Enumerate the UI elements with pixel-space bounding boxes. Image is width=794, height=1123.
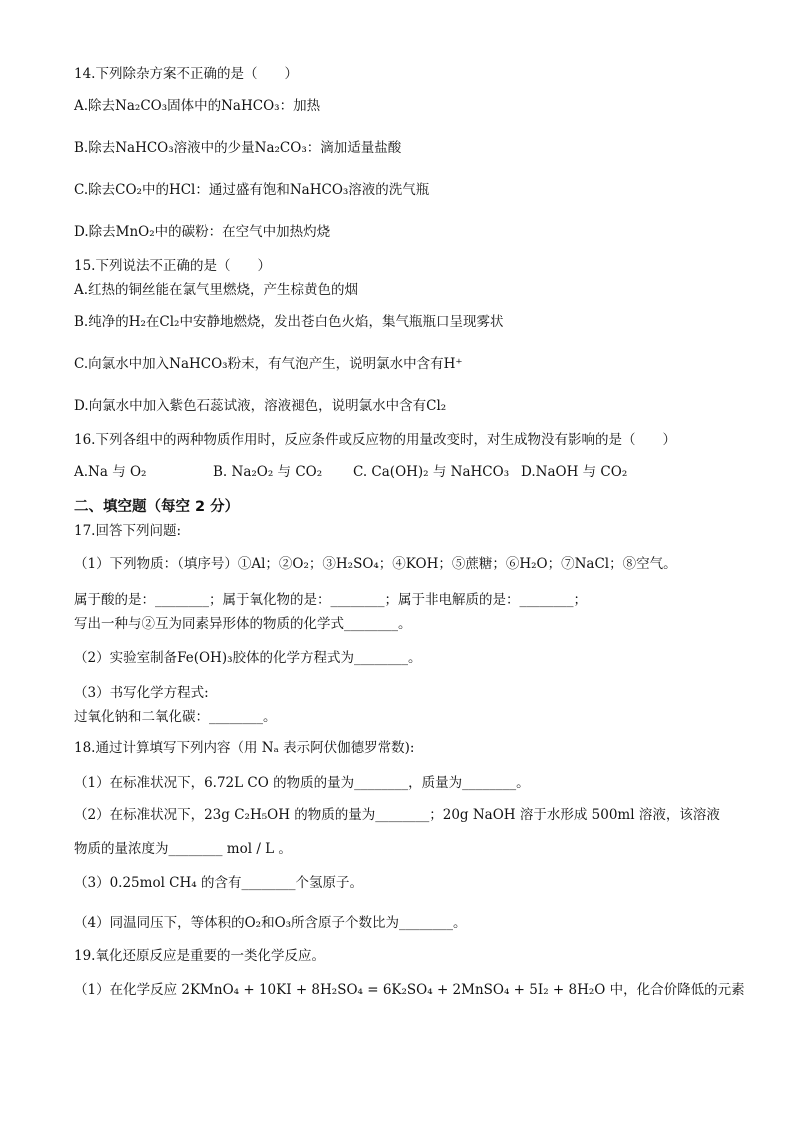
q14-option-c: C.除去CO₂中的HCl：通过盛有饱和NaHCO₃溶液的洗气瓶: [74, 182, 430, 198]
q17-part3-blank: 过氧化钠和二氧化碳：________。: [74, 709, 277, 725]
q17-part1-blanks: 属于酸的是：________；属于氧化物的是：________；属于非电解质的是：________；: [74, 592, 587, 608]
q15-option-b: B.纯净的H₂在Cl₂中安静地燃烧，发出苍白色火焰，集气瓶瓶口呈现雾状: [74, 314, 504, 330]
q16-option-c: C. Ca(OH)₂ 与 NaHCO₃: [353, 464, 510, 480]
q19-stem: 19.氧化还原反应是重要的一类化学反应。: [74, 948, 325, 964]
q18-part3: （3）0.25mol CH₄ 的含有________个氢原子。: [74, 875, 363, 891]
q14-stem: 14.下列除杂方案不正确的是（ ）: [74, 66, 298, 82]
q17-part1-allotrope: 写出一种与②互为同素异形体的物质的化学式________。: [74, 616, 412, 632]
q17-stem: 17.回答下列问题:: [74, 523, 182, 539]
q14-option-b: B.除去NaHCO₃溶液中的少量Na₂CO₃：滴加适量盐酸: [74, 140, 402, 156]
q15-option-a: A.红热的铜丝能在氯气里燃烧，产生棕黄色的烟: [74, 282, 359, 298]
q16-option-a: A.Na 与 O₂: [74, 464, 147, 480]
q17-part2: （2）实验室制备Fe(OH)₃胶体的化学方程式为________。: [74, 650, 422, 666]
section-heading: 二、填空题（每空 2 分）: [74, 499, 240, 515]
q15-stem: 15.下列说法不正确的是（ ）: [74, 258, 271, 274]
q18-part2-cont: 物质的量浓度为________ mol / L 。: [74, 841, 292, 857]
q18-part2: （2）在标准状况下，23g C₂H₅OH 的物质的量为________；20g NaOH 溶于水形成 500ml 溶液，该溶液: [74, 807, 720, 823]
q16-stem: 16.下列各组中的两种物质作用时，反应条件或反应物的用量改变时，对生成物没有影响的是（ ）: [74, 432, 676, 448]
q15-option-d: D.向氯水中加入紫色石蕊试液，溶液褪色，说明氯水中含有Cl₂: [74, 398, 447, 414]
q18-part1: （1）在标准状况下，6.72L CO 的物质的量为________，质量为________。: [74, 775, 530, 791]
q14-option-a: A.除去Na₂CO₃固体中的NaHCO₃：加热: [74, 98, 321, 114]
q18-part4: （4）同温同压下，等体积的O₂和O₃所含原子个数比为________。: [74, 915, 467, 931]
q14-option-d: D.除去MnO₂中的碳粉：在空气中加热灼烧: [74, 224, 331, 240]
q17-part1: （1）下列物质：（填序号）①Al；②O₂；③H₂SO₄；④KOH；⑤蔗糖；⑥H₂O；⑦NaCl；⑧空气。: [74, 556, 677, 572]
q19-part1: （1）在化学反应 2KMnO₄ + 10KI + 8H₂SO₄ = 6K₂SO₄ + 2MnSO₄ + 5I₂ + 8H₂O 中，化合价降低的元素: [74, 982, 745, 998]
q16-option-d: D.NaOH 与 CO₂: [521, 464, 628, 480]
q17-part3: （3）书写化学方程式:: [74, 685, 209, 701]
q15-option-c: C.向氯水中加入NaHCO₃粉末，有气泡产生，说明氯水中含有H⁺: [74, 356, 463, 372]
q16-option-b: B. Na₂O₂ 与 CO₂: [213, 464, 323, 480]
q18-stem: 18.通过计算填写下列内容（用 Nₐ 表示阿伏伽德罗常数):: [74, 740, 415, 756]
